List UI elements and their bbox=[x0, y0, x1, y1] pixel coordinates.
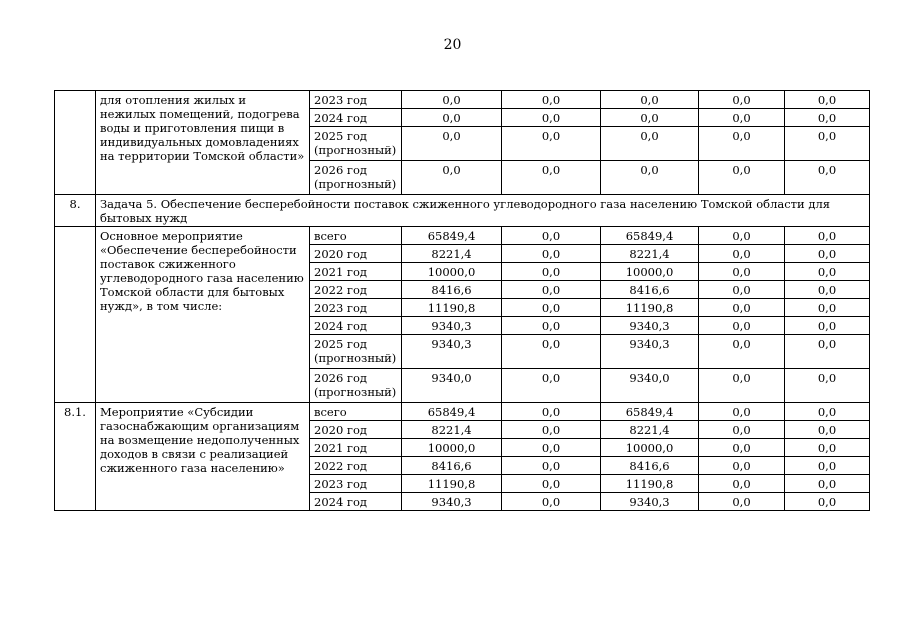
period-cell: 2025 год (прогнозный) bbox=[310, 127, 402, 161]
value-cell: 0,0 bbox=[502, 299, 601, 317]
value-cell: 9340,3 bbox=[402, 335, 502, 369]
measure-8-1-index: 8.1. bbox=[55, 403, 96, 511]
value-cell: 0,0 bbox=[699, 493, 785, 511]
value-cell: 65849,4 bbox=[601, 403, 699, 421]
value-cell: 10000,0 bbox=[601, 263, 699, 281]
heating-measure-row bbox=[55, 91, 870, 109]
value-cell: 11190,8 bbox=[402, 475, 502, 493]
value-cell: 0,0 bbox=[502, 227, 601, 245]
period-cell: всего bbox=[310, 403, 402, 421]
value-cell: 0,0 bbox=[502, 421, 601, 439]
value-cell: 0,0 bbox=[785, 493, 870, 511]
value-cell: 0,0 bbox=[502, 439, 601, 457]
value-cell: 8221,4 bbox=[601, 421, 699, 439]
value-cell: 0,0 bbox=[502, 369, 601, 403]
main-measure-description: Основное мероприятие «Обеспечение бесперебойности поставок сжиженного углеводородного газа населению Томской области для бытовых нужд», в том числе: bbox=[96, 227, 310, 403]
value-cell: 0,0 bbox=[785, 245, 870, 263]
value-cell: 9340,3 bbox=[601, 335, 699, 369]
value-cell: 0,0 bbox=[402, 91, 502, 109]
value-cell: 0,0 bbox=[785, 91, 870, 109]
task-index: 8. bbox=[55, 195, 96, 227]
value-cell: 0,0 bbox=[502, 245, 601, 263]
value-cell: 11190,8 bbox=[601, 299, 699, 317]
period-cell: 2022 год bbox=[310, 457, 402, 475]
value-cell: 0,0 bbox=[699, 127, 785, 161]
task-text: Задача 5. Обеспечение бесперебойности поставок сжиженного углеводородного газа населению Томской области для бытовых нужд bbox=[96, 195, 870, 227]
period-cell: 2026 год (прогнозный) bbox=[310, 369, 402, 403]
value-cell: 65849,4 bbox=[601, 227, 699, 245]
period-cell: 2021 год bbox=[310, 263, 402, 281]
main-measure-row bbox=[55, 227, 870, 245]
value-cell: 0,0 bbox=[502, 161, 601, 195]
value-cell: 0,0 bbox=[699, 403, 785, 421]
value-cell: 0,0 bbox=[699, 299, 785, 317]
value-cell: 0,0 bbox=[785, 263, 870, 281]
value-cell: 0,0 bbox=[699, 91, 785, 109]
value-cell: 0,0 bbox=[699, 421, 785, 439]
value-cell: 8221,4 bbox=[601, 245, 699, 263]
value-cell: 0,0 bbox=[601, 127, 699, 161]
value-cell: 10000,0 bbox=[601, 439, 699, 457]
value-cell: 0,0 bbox=[699, 439, 785, 457]
value-cell: 0,0 bbox=[601, 109, 699, 127]
value-cell: 0,0 bbox=[699, 161, 785, 195]
table-body bbox=[55, 91, 870, 511]
value-cell: 0,0 bbox=[699, 317, 785, 335]
value-cell: 0,0 bbox=[785, 109, 870, 127]
main-measure-index bbox=[55, 227, 96, 403]
value-cell: 0,0 bbox=[785, 457, 870, 475]
value-cell: 0,0 bbox=[785, 299, 870, 317]
value-cell: 0,0 bbox=[502, 493, 601, 511]
value-cell: 0,0 bbox=[785, 335, 870, 369]
period-cell: 2023 год bbox=[310, 299, 402, 317]
value-cell: 0,0 bbox=[699, 281, 785, 299]
period-cell: 2020 год bbox=[310, 421, 402, 439]
value-cell: 0,0 bbox=[785, 369, 870, 403]
value-cell: 0,0 bbox=[785, 403, 870, 421]
value-cell: 9340,0 bbox=[402, 369, 502, 403]
value-cell: 0,0 bbox=[699, 227, 785, 245]
period-cell: 2025 год (прогнозный) bbox=[310, 335, 402, 369]
heating-measure-index bbox=[55, 91, 96, 195]
value-cell: 0,0 bbox=[785, 317, 870, 335]
value-cell: 9340,0 bbox=[601, 369, 699, 403]
value-cell: 9340,3 bbox=[402, 317, 502, 335]
value-cell: 0,0 bbox=[699, 475, 785, 493]
value-cell: 0,0 bbox=[785, 421, 870, 439]
period-cell: 2023 год bbox=[310, 475, 402, 493]
value-cell: 0,0 bbox=[601, 161, 699, 195]
value-cell: 8416,6 bbox=[402, 281, 502, 299]
heating-measure-description: для отопления жилых и нежилых помещений, подогрева воды и приготовления пищи в индивидуальных домовладениях на территории Томской области» bbox=[96, 91, 310, 195]
value-cell: 9340,3 bbox=[601, 493, 699, 511]
value-cell: 9340,3 bbox=[402, 493, 502, 511]
value-cell: 0,0 bbox=[402, 109, 502, 127]
value-cell: 0,0 bbox=[502, 281, 601, 299]
value-cell: 8221,4 bbox=[402, 421, 502, 439]
period-cell: 2020 год bbox=[310, 245, 402, 263]
measure-8-1-description: Мероприятие «Субсидии газоснабжающим организациям на возмещение недополученных доходов в связи с реализацией сжиженного газа населению» bbox=[96, 403, 310, 511]
value-cell: 8416,6 bbox=[601, 457, 699, 475]
period-cell: 2024 год bbox=[310, 317, 402, 335]
value-cell: 0,0 bbox=[785, 127, 870, 161]
period-cell: всего bbox=[310, 227, 402, 245]
value-cell: 0,0 bbox=[502, 403, 601, 421]
value-cell: 0,0 bbox=[699, 369, 785, 403]
value-cell: 0,0 bbox=[502, 91, 601, 109]
value-cell: 11190,8 bbox=[402, 299, 502, 317]
period-cell: 2024 год bbox=[310, 109, 402, 127]
value-cell: 0,0 bbox=[785, 281, 870, 299]
value-cell: 0,0 bbox=[502, 263, 601, 281]
value-cell: 9340,3 bbox=[601, 317, 699, 335]
value-cell: 8416,6 bbox=[402, 457, 502, 475]
value-cell: 0,0 bbox=[699, 335, 785, 369]
period-cell: 2026 год (прогнозный) bbox=[310, 161, 402, 195]
value-cell: 65849,4 bbox=[402, 403, 502, 421]
value-cell: 0,0 bbox=[699, 263, 785, 281]
value-cell: 65849,4 bbox=[402, 227, 502, 245]
period-cell: 2024 год bbox=[310, 493, 402, 511]
value-cell: 0,0 bbox=[502, 109, 601, 127]
period-cell: 2023 год bbox=[310, 91, 402, 109]
value-cell: 10000,0 bbox=[402, 439, 502, 457]
task-row bbox=[55, 195, 870, 227]
value-cell: 0,0 bbox=[402, 127, 502, 161]
value-cell: 10000,0 bbox=[402, 263, 502, 281]
value-cell: 0,0 bbox=[785, 161, 870, 195]
value-cell: 0,0 bbox=[502, 335, 601, 369]
value-cell: 11190,8 bbox=[601, 475, 699, 493]
value-cell: 0,0 bbox=[785, 475, 870, 493]
value-cell: 0,0 bbox=[785, 439, 870, 457]
value-cell: 0,0 bbox=[502, 475, 601, 493]
value-cell: 0,0 bbox=[785, 227, 870, 245]
value-cell: 0,0 bbox=[699, 109, 785, 127]
value-cell: 8416,6 bbox=[601, 281, 699, 299]
period-cell: 2022 год bbox=[310, 281, 402, 299]
value-cell: 0,0 bbox=[502, 317, 601, 335]
budget-table bbox=[54, 90, 870, 511]
value-cell: 0,0 bbox=[699, 457, 785, 475]
value-cell: 0,0 bbox=[402, 161, 502, 195]
period-cell: 2021 год bbox=[310, 439, 402, 457]
value-cell: 0,0 bbox=[502, 127, 601, 161]
value-cell: 0,0 bbox=[502, 457, 601, 475]
value-cell: 0,0 bbox=[699, 245, 785, 263]
value-cell: 0,0 bbox=[601, 91, 699, 109]
measure-8-1-row bbox=[55, 403, 870, 421]
value-cell: 8221,4 bbox=[402, 245, 502, 263]
page-number: 20 bbox=[443, 37, 462, 53]
